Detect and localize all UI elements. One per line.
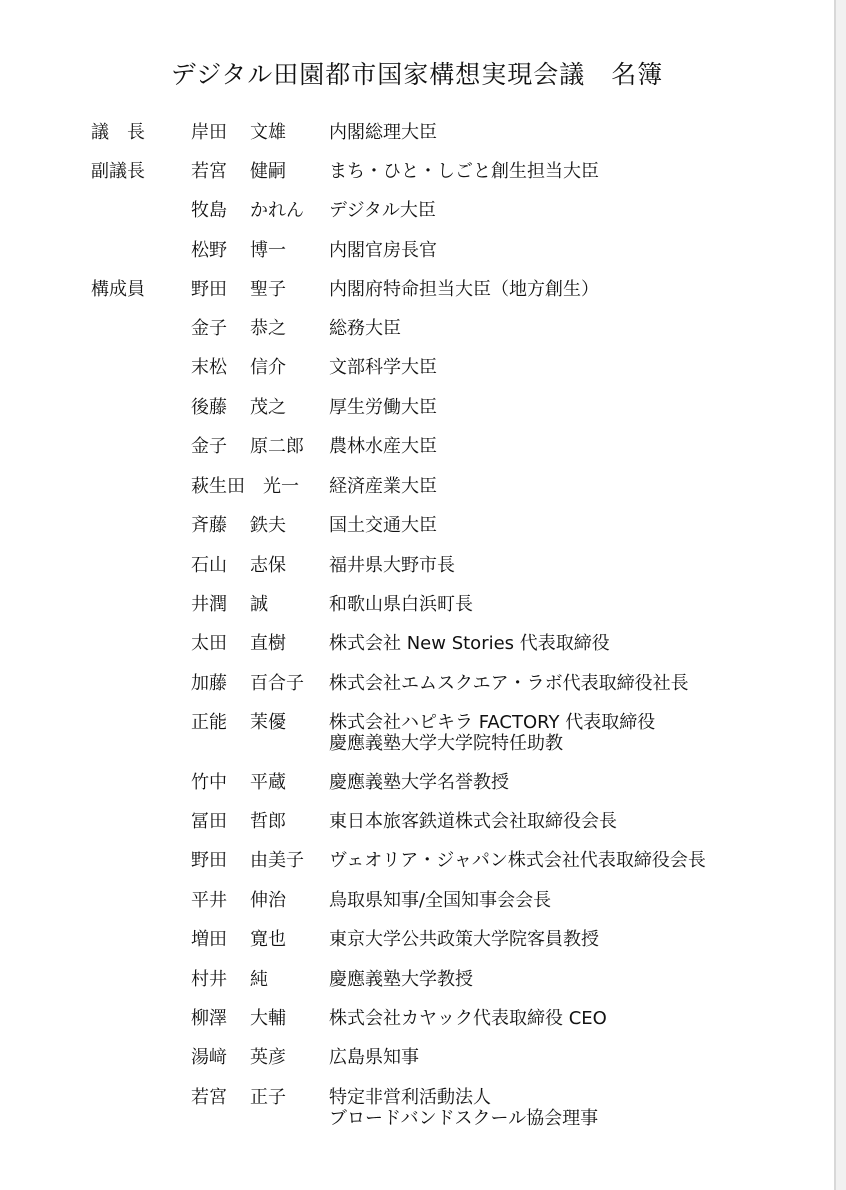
affiliation-line: 経済産業大臣 — [329, 476, 437, 497]
affiliation-line: ヴェオリア・ジャパン株式会社代表取締役会長 — [329, 850, 706, 871]
affiliation-line: 特定非営利活動法人 — [329, 1087, 491, 1108]
member-given-name: 寛也 — [250, 929, 286, 950]
affiliation-line: 総務大臣 — [329, 318, 401, 339]
affiliation-line: 鳥取県知事/全国知事会会長 — [329, 890, 552, 911]
member-given-name: かれん — [250, 200, 304, 221]
member-given-name: 茉優 — [250, 712, 286, 733]
member-affiliation — [329, 890, 551, 911]
member-family-name: 冨田 — [191, 811, 227, 832]
member-affiliation — [329, 122, 437, 143]
member-affiliation — [329, 712, 655, 754]
affiliation-line: 内閣官房長官 — [329, 240, 437, 261]
member-given-name: 志保 — [250, 555, 286, 576]
member-given-name: 健嗣 — [250, 161, 286, 182]
member-family-name: 野田 — [191, 850, 227, 871]
affiliation-line: 株式会社カヤック代表取締役 CEO — [329, 1008, 607, 1029]
member-family-name: 松野 — [191, 240, 227, 261]
affiliation-line: 東京大学公共政策大学院客員教授 — [329, 929, 599, 950]
member-given-name: 正子 — [250, 1087, 286, 1108]
affiliation-line: 株式会社ハピキラ FACTORY 代表取締役 — [329, 712, 656, 733]
member-given-name: 大輔 — [250, 1008, 286, 1029]
affiliation-line: デジタル大臣 — [329, 200, 436, 221]
affiliation-line: 福井県大野市長 — [329, 555, 455, 576]
member-given-name: 伸治 — [250, 890, 286, 911]
member-family-name: 若宮 — [191, 161, 227, 182]
member-given-name: 英彦 — [250, 1047, 286, 1068]
member-given-name: 百合子 — [250, 673, 304, 694]
member-affiliation — [329, 279, 599, 300]
member-given-name: 文雄 — [250, 122, 286, 143]
member-given-name: 聖子 — [250, 279, 286, 300]
member-affiliation — [329, 436, 437, 457]
member-family-name: 若宮 — [191, 1087, 227, 1108]
member-affiliation — [329, 673, 689, 694]
member-family-name: 石山 — [191, 555, 227, 576]
affiliation-line: 株式会社 New Stories 代表取締役 — [329, 633, 610, 654]
member-role: 議 長 — [91, 122, 145, 143]
affiliation-line: 厚生労働大臣 — [329, 397, 437, 418]
affiliation-line: 広島県知事 — [329, 1047, 419, 1068]
member-affiliation — [329, 633, 610, 654]
member-family-name: 牧島 — [191, 200, 227, 221]
member-given-name: 信介 — [250, 357, 286, 378]
page-title: デジタル田園都市国家構想実現会議 名簿 — [170, 60, 664, 89]
member-family-name: 末松 — [191, 357, 227, 378]
member-role: 副議長 — [91, 161, 145, 182]
affiliation-line: 東日本旅客鉄道株式会社取締役会長 — [329, 811, 617, 832]
member-given-name: 茂之 — [250, 397, 286, 418]
member-given-name: 由美子 — [250, 850, 304, 871]
affiliation-line: 慶應義塾大学名誉教授 — [329, 772, 509, 793]
member-family-name: 野田 — [191, 279, 227, 300]
member-affiliation — [329, 357, 437, 378]
member-family-name: 後藤 — [191, 397, 227, 418]
affiliation-line: 株式会社エムスクエア・ラボ代表取締役社長 — [329, 673, 689, 694]
member-affiliation — [329, 318, 401, 339]
member-given-name: 原二郎 — [250, 436, 304, 457]
member-affiliation — [329, 397, 437, 418]
affiliation-line: ブロードバンドスクール協会理事 — [329, 1108, 599, 1129]
member-family-name: 太田 — [191, 633, 227, 654]
affiliation-line: まち・ひと・しごと創生担当大臣 — [329, 161, 599, 182]
member-name: 萩生田 光一 — [191, 476, 299, 497]
member-affiliation — [329, 969, 473, 990]
member-given-name: 純 — [250, 969, 268, 990]
member-given-name: 誠 — [250, 594, 268, 615]
member-given-name: 博一 — [250, 240, 286, 261]
member-affiliation — [329, 200, 436, 221]
member-affiliation — [329, 476, 437, 497]
member-affiliation — [329, 772, 509, 793]
member-given-name: 鉄夫 — [250, 515, 286, 536]
member-family-name: 平井 — [191, 890, 227, 911]
member-family-name: 斉藤 — [191, 515, 227, 536]
member-given-name: 直樹 — [250, 633, 286, 654]
member-affiliation — [329, 240, 437, 261]
affiliation-line: 内閣総理大臣 — [329, 122, 437, 143]
member-family-name: 村井 — [191, 969, 227, 990]
member-family-name: 柳澤 — [191, 1008, 227, 1029]
member-given-name: 恭之 — [250, 318, 286, 339]
affiliation-line: 慶應義塾大学大学院特任助教 — [329, 733, 563, 754]
member-family-name: 金子 — [191, 318, 227, 339]
member-affiliation — [329, 515, 437, 536]
member-affiliation — [329, 929, 599, 950]
member-given-name: 平蔵 — [250, 772, 286, 793]
member-family-name: 増田 — [191, 929, 227, 950]
member-family-name: 加藤 — [191, 673, 227, 694]
affiliation-line: 慶應義塾大学教授 — [329, 969, 473, 990]
affiliation-line: 農林水産大臣 — [329, 436, 437, 457]
affiliation-line: 文部科学大臣 — [329, 357, 437, 378]
member-affiliation — [329, 1047, 419, 1068]
affiliation-line: 和歌山県白浜町長 — [329, 594, 473, 615]
member-affiliation — [329, 594, 473, 615]
member-affiliation — [329, 161, 599, 182]
member-role: 構成員 — [91, 279, 145, 300]
member-affiliation — [329, 1008, 607, 1029]
member-family-name: 岸田 — [191, 122, 227, 143]
affiliation-line: 内閣府特命担当大臣（地方創生） — [329, 279, 599, 300]
member-affiliation — [329, 555, 455, 576]
member-family-name: 正能 — [191, 712, 227, 733]
member-family-name: 井潤 — [191, 594, 227, 615]
member-given-name: 哲郎 — [250, 811, 286, 832]
member-family-name: 湯﨑 — [191, 1047, 227, 1068]
member-affiliation — [329, 850, 706, 871]
member-affiliation — [329, 1087, 598, 1129]
member-family-name: 金子 — [191, 436, 227, 457]
affiliation-line: 国土交通大臣 — [329, 515, 437, 536]
page-edge — [834, 0, 836, 1190]
member-affiliation — [329, 811, 617, 832]
member-family-name: 竹中 — [191, 772, 227, 793]
